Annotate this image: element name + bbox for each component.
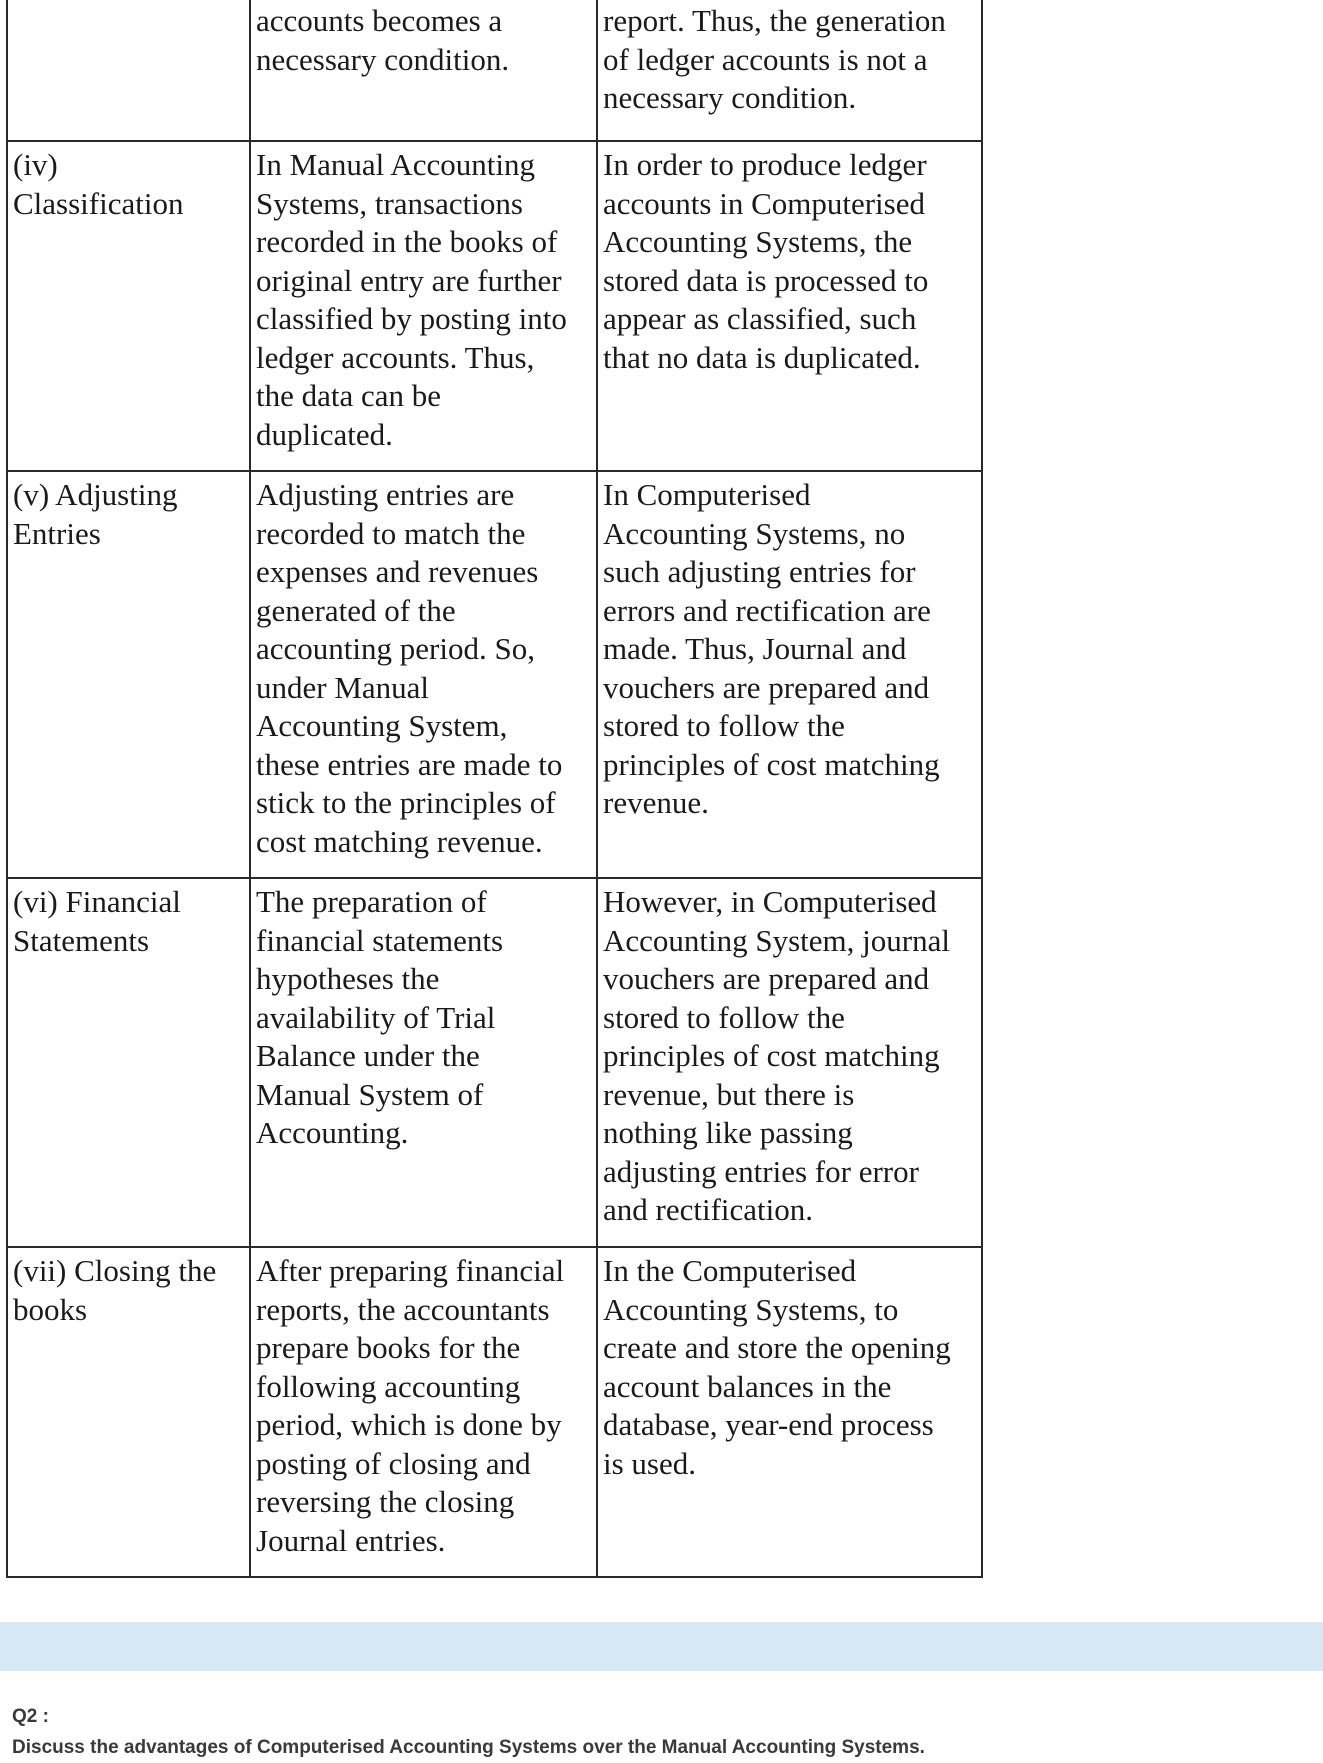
manual-cell: In Manual Accounting Systems, transactions recorded in the books of original entry are further classified by posting into ledger accounts. Thus, the data can be duplicated. <box>250 141 597 471</box>
computerised-cell: report. Thus, the generation of ledger accounts is not a necessary condition. <box>597 0 982 141</box>
feature-cell: (vi) Financial Statements <box>7 878 250 1247</box>
feature-cell: (vii) Closing the books <box>7 1247 250 1577</box>
question-label: Q2 : <box>12 1706 49 1727</box>
computerised-cell: In Computerised Accounting Systems, no such adjusting entries for errors and rectification are made. Thus, Journal and vouchers are prepared and stored to follow the principles of cost matching revenue. <box>597 471 982 878</box>
feature-cell: (iv) Classification <box>7 141 250 471</box>
comparison-table <box>6 0 983 1578</box>
manual-cell: Adjusting entries are recorded to match the expenses and revenues generated of the accounting period. So, under Manual Accounting System, these entries are made to stick to the principles of cost matching revenue. <box>250 471 597 878</box>
table-row <box>7 141 982 471</box>
table-row <box>7 1247 982 1577</box>
section-divider-band <box>0 1622 1323 1671</box>
feature-cell: (v) Adjusting Entries <box>7 471 250 878</box>
table-row <box>7 0 982 141</box>
table-row <box>7 471 982 878</box>
computerised-cell: However, in Computerised Accounting System, journal vouchers are prepared and stored to follow the principles of cost matching revenue, but there is nothing like passing adjusting entries for error and rectification. <box>597 878 982 1247</box>
feature-cell <box>7 0 250 141</box>
table-row <box>7 878 982 1247</box>
computerised-cell: In the Computerised Accounting Systems, to create and store the opening account balances in the database, year-end process is used. <box>597 1247 982 1577</box>
manual-cell: After preparing financial reports, the accountants prepare books for the following accounting period, which is done by posting of closing and reversing the closing Journal entries. <box>250 1247 597 1577</box>
question-text: Discuss the advantages of Computerised Accounting Systems over the Manual Accounting Systems. <box>12 1737 925 1758</box>
computerised-cell: In order to produce ledger accounts in Computerised Accounting Systems, the stored data is processed to appear as classified, such that no data is duplicated. <box>597 141 982 471</box>
manual-cell: The preparation of financial statements hypotheses the availability of Trial Balance under the Manual System of Accounting. <box>250 878 597 1247</box>
manual-cell: accounts becomes a necessary condition. <box>250 0 597 141</box>
